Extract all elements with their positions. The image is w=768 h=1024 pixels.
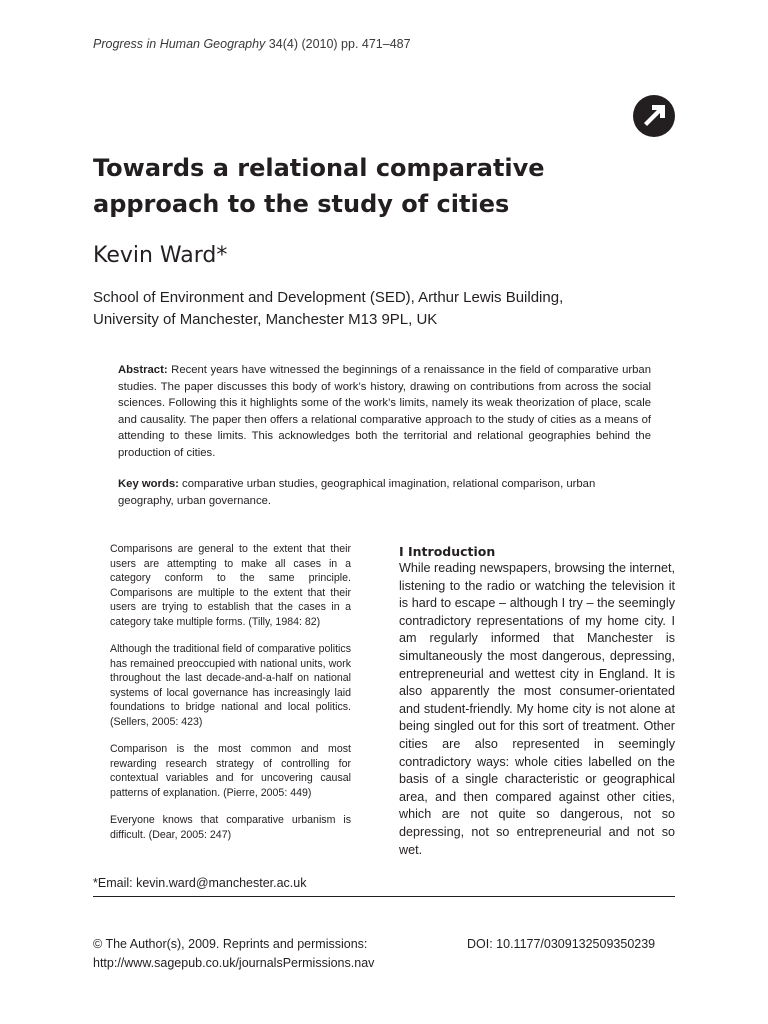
article-title: Towards a relational comparative approach to the study of cities [93,154,545,218]
author-affiliation [93,287,673,331]
author-name: Kevin Ward* [93,243,228,268]
copyright-notice [93,935,413,973]
author-email: *Email: kevin.ward@manchester.ac.uk [93,876,307,890]
permissions-link: http://www.sagepub.co.uk/journalsPermissions.nav [93,956,375,970]
journal-citation [93,37,411,51]
affiliation-line: University of Manchester, Manchester M13 9PL, UK [93,311,438,328]
keywords-text: comparative urban studies, geographical imagination, relational comparison, urban geography, urban governance. [118,478,596,507]
keywords-label: Key words: [118,478,179,490]
affiliation-line: School of Environment and Development (SED), Arthur Lewis Building, [93,289,564,306]
section-heading: I Introduction [399,544,496,559]
abstract-text: Recent years have witnessed the beginnings of a renaissance in the field of comparative urban studies. The paper discusses this body of work’s history, drawing on contributions from across the social sciences. Following this it highlights some of the work’s limits, namely its weak theorization of place, scale and causality. The paper then offers a relational comparative approach to the study of cities as a means of attending to these limits. This acknowledges both the territorial and relational geographies behind the production of cities. [118,364,652,459]
copyright-line: © The Author(s), 2009. Reprints and permissions: [93,937,368,951]
journal-details: 34(4) (2010) pp. 471–487 [268,37,411,51]
keywords [118,476,651,509]
introduction-text: While reading newspapers, browsing the internet, listening to the radio or watching the television it is hard to escape – although I try – the seemingly contradictory representations of my home city. I am regularly informed that Manchester is simultaneously the most dangerous, depressing, entrepreneurial and wettest city in England. It is also apparently the most consumer-orientated and student-friendly. My home city is not alone at being singled out for this sort of treatment. Other cities are also represented in seemingly contradictory ways: whole cities labelled on the basis of a single characteristic or geographical area, and then compared against other cities, which are not quite so dangerous, not so depressing, not so entrepreneurial and not so wet. [399,561,675,857]
epigraph-quote: Comparisons are general to the extent that their users are attempting to make all cases in a category conform to the same principle. Comparisons are multiple to the extent that their users are trying to establish that the cases in a category take multiple forms. (Tilly, 1984: 82) [110,543,351,628]
epigraph-quote: Comparison is the most common and most rewarding research strategy of controlling for contextual variables and for uncovering causal patterns of explanation. (Pierre, 2005: 449) [110,743,351,799]
epigraph-quote: Everyone knows that comparative urbanism is difficult. (Dear, 2005: 247) [110,814,351,841]
arrow-up-right-icon [633,95,675,137]
introduction-section [399,543,675,859]
abstract-label: Abstract: [118,364,168,376]
footer-divider [93,896,675,897]
doi: DOI: 10.1177/0309132509350239 [467,937,656,951]
epigraph-quote: Although the traditional field of comparative politics has remained preoccupied with national units, work throughout the last decade-and-a-half on national systems of local governance has increasingly laid foundations to bridge national and local politics. (Sellers, 2005: 423) [110,643,351,728]
abstract [118,362,651,462]
epigraph-column [110,542,351,855]
journal-name: Progress in Human Geography [93,37,266,51]
